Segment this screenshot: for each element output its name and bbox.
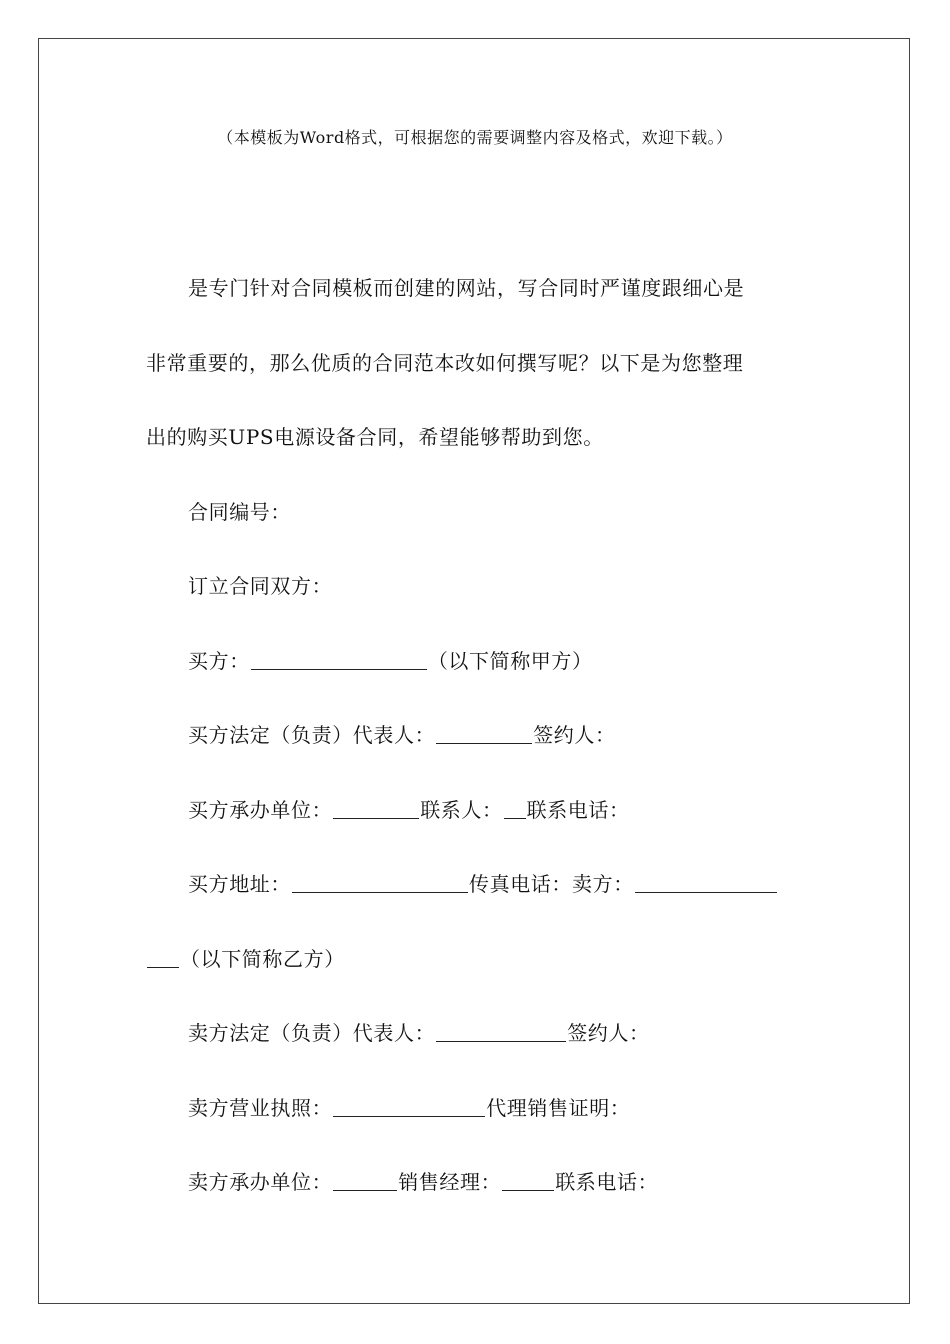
buyer-suffix: （以下简称甲方）	[427, 649, 593, 673]
parties-heading: 订立合同双方：	[188, 574, 333, 598]
seller-suffix: （以下简称乙方）	[180, 947, 345, 971]
buyer-signer-label: 签约人：	[533, 723, 616, 747]
template-note: （本模板为Word格式，可根据您的需要调整内容及格式，欢迎下载。）	[217, 128, 733, 147]
seller-name-blank	[635, 870, 777, 893]
seller-signer-label: 签约人：	[567, 1021, 650, 1045]
seller-license-label: 卖方营业执照：	[188, 1096, 333, 1120]
buyer-rep-label: 买方法定（负责）代表人：	[188, 723, 436, 747]
buyer-label: 买方：	[188, 649, 250, 673]
contract-number-label: 合同编号：	[188, 500, 291, 524]
seller-license-line	[188, 1093, 630, 1123]
buyer-phone-label: 联系电话：	[526, 798, 630, 822]
seller-unit-label: 卖方承办单位：	[188, 1170, 333, 1194]
seller-unit-blank	[333, 1168, 397, 1191]
seller-agency-label: 代理销售证明：	[486, 1096, 631, 1120]
buyer-address-line	[188, 869, 778, 899]
buyer-rep-blank	[436, 721, 532, 744]
seller-rep-label: 卖方法定（负责）代表人：	[188, 1021, 436, 1045]
seller-rep-blank	[436, 1019, 566, 1042]
buyer-unit-label: 买方承办单位：	[188, 798, 333, 822]
buyer-rep-line	[188, 720, 616, 750]
buyer-name-blank	[251, 647, 427, 670]
seller-suffix-line	[146, 944, 345, 974]
buyer-unit-line	[188, 795, 630, 825]
seller-rep-line	[188, 1018, 650, 1048]
intro-line-1: 是专门针对合同模板而创建的网站，写合同时严谨度跟细心是	[188, 276, 745, 300]
seller-manager-label: 销售经理：	[398, 1170, 502, 1194]
intro-line-2: 非常重要的，那么优质的合同范本改如何撰写呢？以下是为您整理	[146, 351, 744, 375]
buyer-line	[188, 646, 593, 676]
seller-name-blank-cont	[147, 945, 179, 968]
intro-line-3: 出的购买UPS电源设备合同，希望能够帮助到您。	[146, 425, 604, 449]
seller-phone-label: 联系电话：	[555, 1170, 659, 1194]
buyer-unit-blank	[333, 796, 419, 819]
buyer-contact-label: 联系人：	[420, 798, 503, 822]
seller-license-blank	[333, 1094, 485, 1117]
buyer-address-label: 买方地址：	[188, 872, 291, 896]
seller-unit-line	[188, 1167, 658, 1197]
buyer-contact-blank	[504, 796, 526, 819]
buyer-address-blank	[292, 870, 468, 893]
seller-manager-blank	[502, 1168, 554, 1191]
buyer-fax-label: 传真电话：	[469, 872, 572, 896]
seller-label: 卖方：	[572, 872, 634, 896]
